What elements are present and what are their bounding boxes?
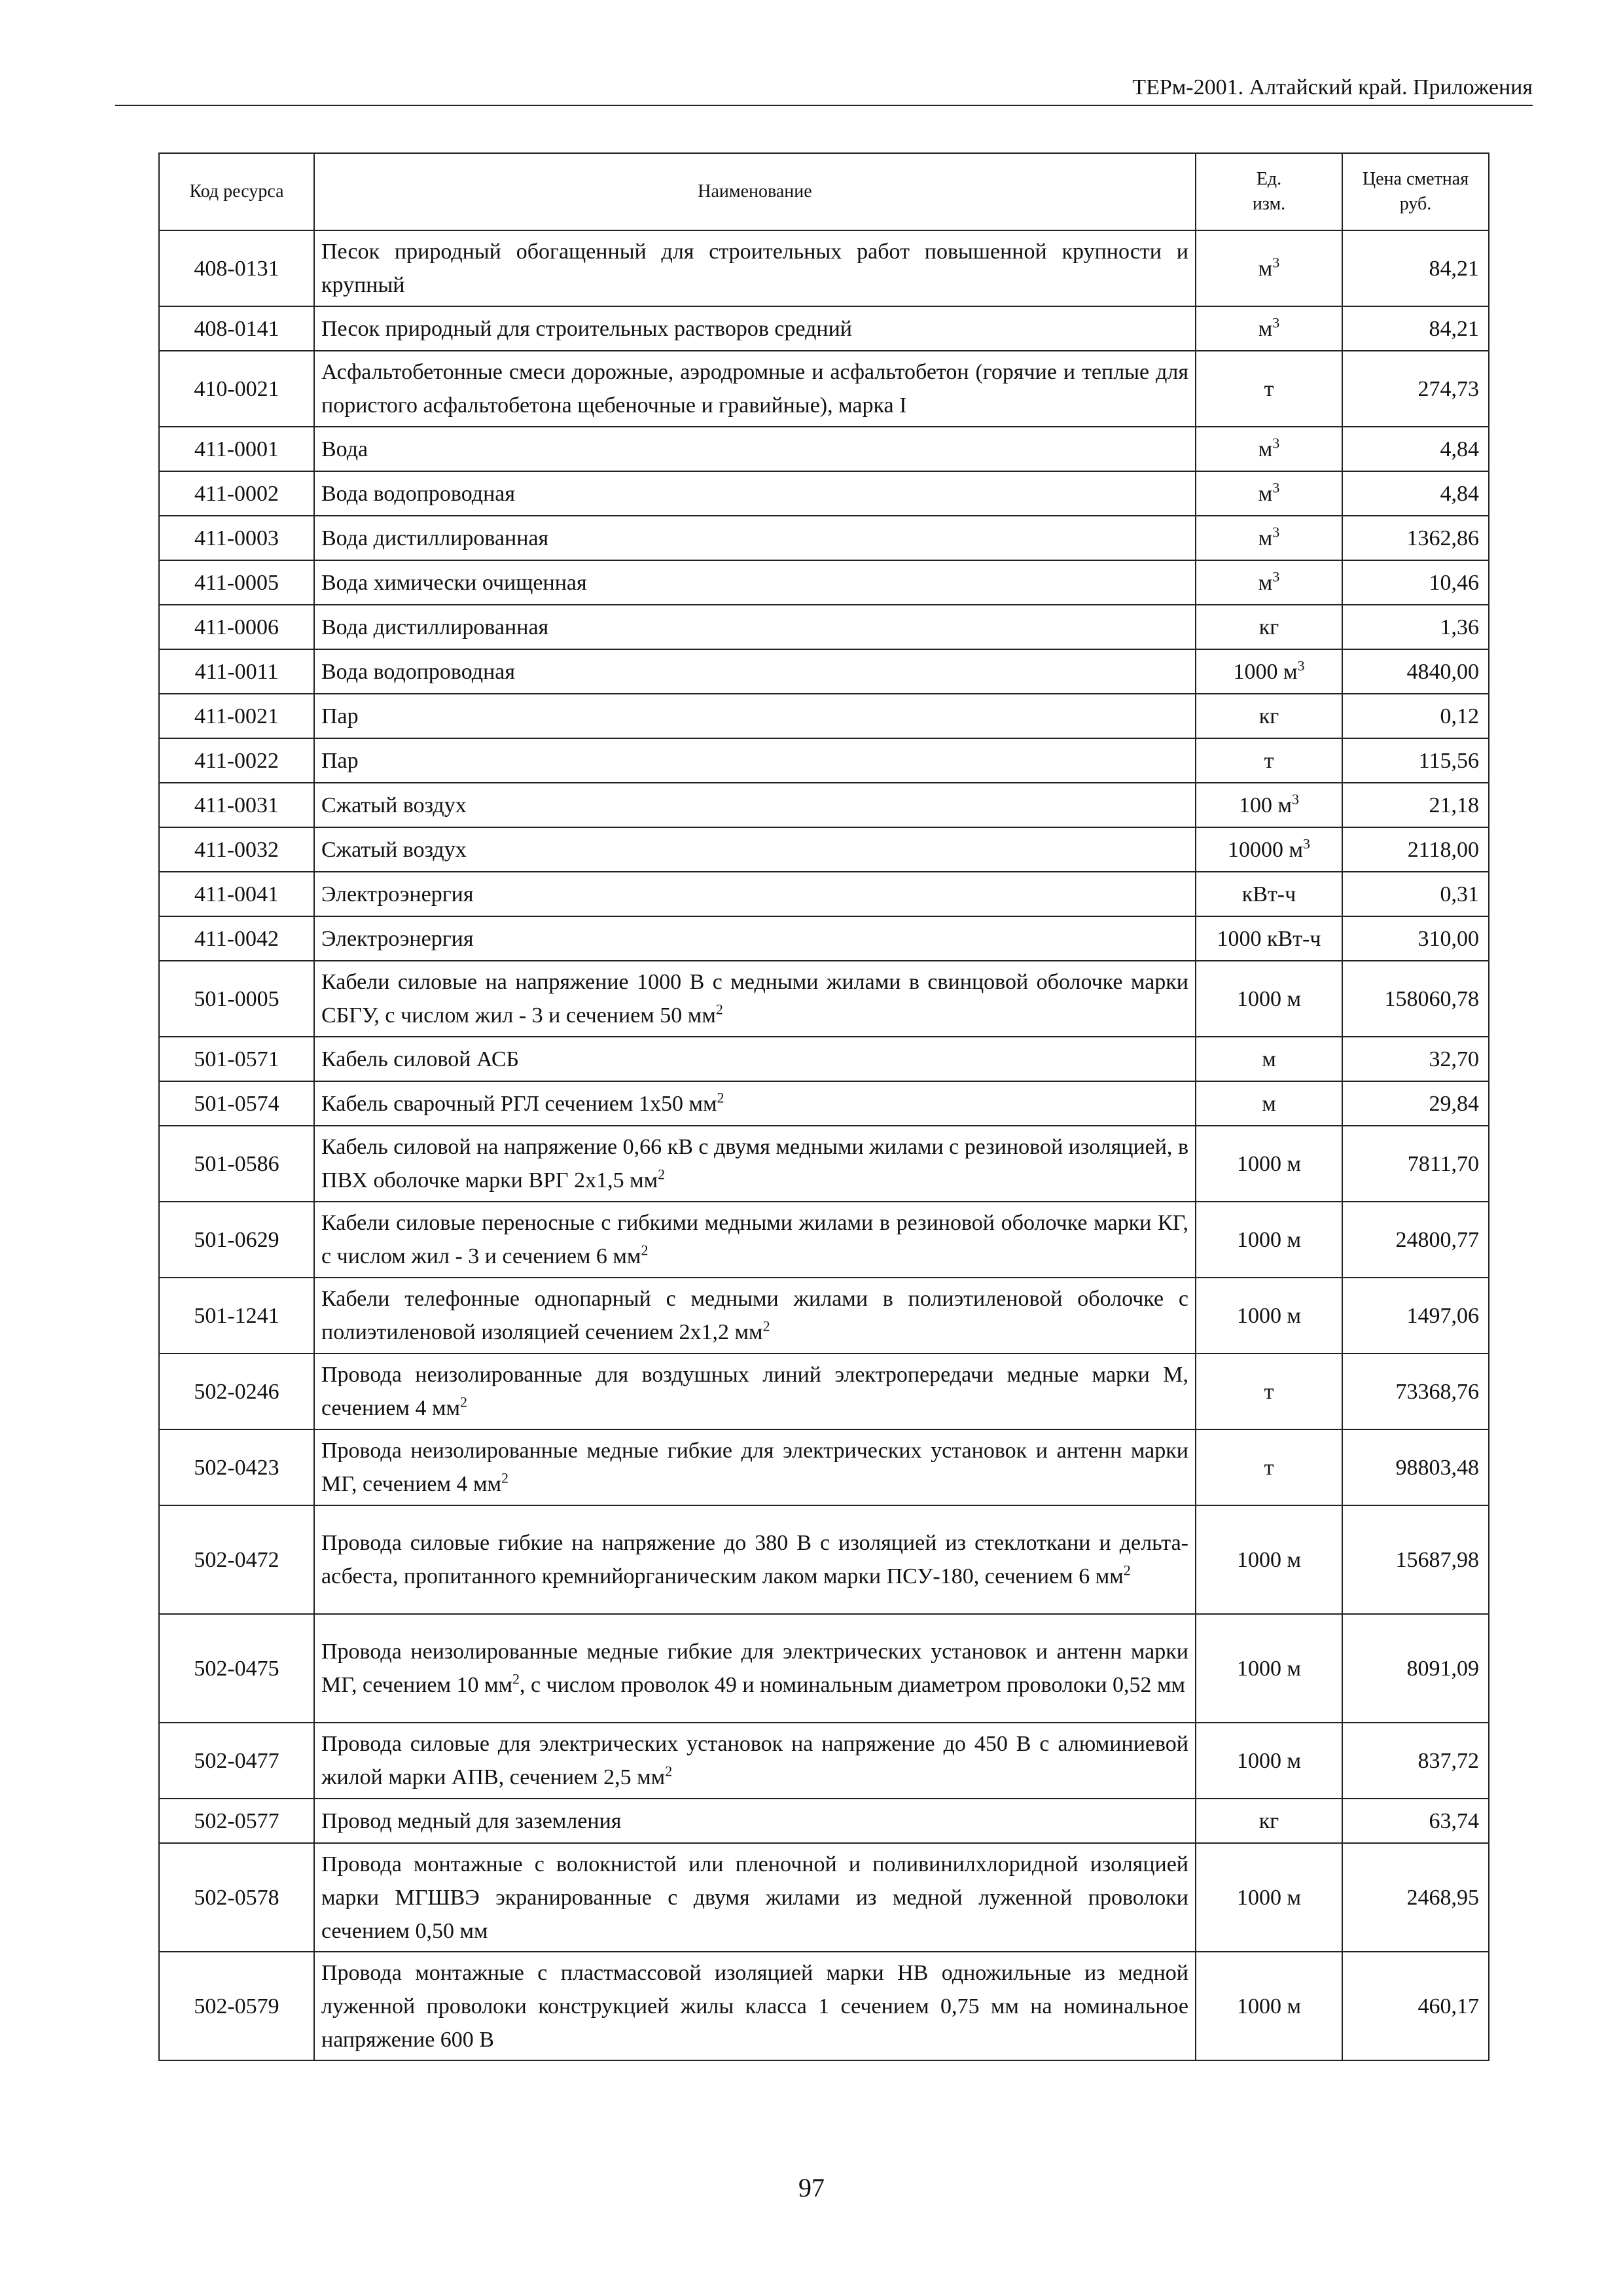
resource-name-text: Кабели силовые переносные с гибкими медными жилами в резиновой оболочке марки КГ, с числом жил - 3 и сечением 6 мм — [321, 1211, 1188, 1268]
resource-code-cell: 411-0041 — [159, 872, 314, 916]
resource-name-text: Песок природный для строительных растворов средний — [321, 316, 853, 341]
price-cell: 15687,98 — [1342, 1505, 1489, 1614]
table-row — [159, 471, 1489, 516]
unit-superscript: 3 — [1272, 479, 1280, 496]
unit-cell — [1196, 1505, 1342, 1614]
table-row — [159, 1429, 1489, 1505]
unit-text: кг — [1258, 1808, 1279, 1833]
unit-cell — [1196, 351, 1342, 427]
resource-code-cell: 411-0005 — [159, 560, 314, 605]
table-row — [159, 916, 1489, 961]
unit-cell — [1196, 1952, 1342, 2060]
unit-text: 1000 кВт-ч — [1217, 926, 1321, 951]
unit-cell — [1196, 1081, 1342, 1126]
resource-name-text: Вода — [321, 437, 368, 461]
unit-cell — [1196, 1354, 1342, 1429]
resource-code-cell: 411-0021 — [159, 694, 314, 738]
resource-name-superscript: 2 — [715, 1001, 723, 1018]
price-cell: 10,46 — [1342, 560, 1489, 605]
unit-text: 1000 м — [1236, 1885, 1301, 1910]
price-cell: 158060,78 — [1342, 961, 1489, 1037]
unit-text: т — [1264, 1379, 1274, 1404]
resource-name-text: Провода монтажные с волокнистой или пленочной и поливинилхлоридной изоляцией марки МГШВЭ экранированные с двумя жилами из медной луженной проволоки сечением 0,50 мм — [321, 1852, 1188, 1943]
price-cell: 8091,09 — [1342, 1614, 1489, 1723]
price-table-container — [158, 152, 1488, 2061]
price-cell: 837,72 — [1342, 1723, 1489, 1799]
unit-text: 1000 м — [1236, 1547, 1301, 1572]
resource-name-cell — [314, 1723, 1196, 1799]
table-row — [159, 1278, 1489, 1354]
price-cell: 274,73 — [1342, 351, 1489, 427]
resource-name-superscript: 2 — [1123, 1562, 1131, 1579]
price-cell: 24800,77 — [1342, 1202, 1489, 1278]
resource-code-cell: 502-0246 — [159, 1354, 314, 1429]
resource-name-text: Вода дистиллированная — [321, 615, 549, 639]
table-row — [159, 427, 1489, 471]
unit-cell — [1196, 560, 1342, 605]
table-row — [159, 738, 1489, 783]
resource-name-text: Песок природный обогащенный для строительных работ повышенной крупности и крупный — [321, 240, 1188, 297]
resource-name-text: Вода химически очищенная — [321, 570, 587, 595]
price-cell: 4840,00 — [1342, 649, 1489, 694]
resource-name-cell — [314, 605, 1196, 649]
unit-cell — [1196, 1126, 1342, 1202]
resource-code-cell: 501-0586 — [159, 1126, 314, 1202]
unit-text: т — [1264, 748, 1274, 773]
table-row — [159, 872, 1489, 916]
unit-superscript: 3 — [1272, 254, 1280, 271]
unit-text: 1000 м — [1236, 1303, 1301, 1328]
resource-name-cell — [314, 1081, 1196, 1126]
unit-cell — [1196, 1202, 1342, 1278]
resource-code-cell: 411-0006 — [159, 605, 314, 649]
unit-cell — [1196, 916, 1342, 961]
unit-cell — [1196, 738, 1342, 783]
resource-name-cell — [314, 1126, 1196, 1202]
unit-text: кг — [1258, 615, 1279, 639]
resource-name-cell — [314, 1202, 1196, 1278]
unit-cell — [1196, 427, 1342, 471]
unit-text: кг — [1258, 704, 1279, 728]
table-row — [159, 1952, 1489, 2060]
unit-text: 1000 м — [1233, 659, 1298, 684]
price-cell: 73368,76 — [1342, 1354, 1489, 1429]
price-cell: 2118,00 — [1342, 827, 1489, 872]
table-row — [159, 1799, 1489, 1843]
resource-name-cell — [314, 827, 1196, 872]
resource-name-cell — [314, 1037, 1196, 1081]
unit-cell — [1196, 471, 1342, 516]
resource-name-cell — [314, 872, 1196, 916]
resource-name-superscript: 2 — [665, 1763, 673, 1780]
resource-name-text: Провод медный для заземления — [321, 1808, 622, 1833]
resource-name-cell — [314, 1354, 1196, 1429]
resource-name-cell — [314, 783, 1196, 827]
resource-code-cell: 411-0011 — [159, 649, 314, 694]
resource-name-cell — [314, 471, 1196, 516]
resource-name-cell — [314, 1799, 1196, 1843]
resource-name-cell — [314, 1952, 1196, 2060]
resource-code-cell: 411-0031 — [159, 783, 314, 827]
unit-text: 1000 м — [1236, 986, 1301, 1011]
resource-name-superscript: 2 — [641, 1242, 649, 1259]
resource-name-text: Кабели телефонные однопарный с медными жилами в полиэтиленовой оболочке с полиэтиленовой изоляцией сечением 2х1,2 мм — [321, 1287, 1188, 1344]
table-row — [159, 1037, 1489, 1081]
document-title: ТЕРм-2001. Алтайский край. Приложения — [1132, 75, 1533, 99]
price-cell: 115,56 — [1342, 738, 1489, 783]
column-header-code: Код ресурса — [159, 153, 314, 230]
price-cell: 84,21 — [1342, 306, 1489, 351]
resource-name-text: Провода неизолированные медные гибкие для электрических установок и антенн марки МГ, сечением 4 мм — [321, 1439, 1188, 1496]
unit-cell — [1196, 1799, 1342, 1843]
resource-name-text: Вода дистиллированная — [321, 526, 549, 550]
resource-name-text: Кабель сварочный РГЛ сечением 1х50 мм — [321, 1091, 717, 1116]
price-cell: 84,21 — [1342, 230, 1489, 306]
resource-name-cell — [314, 1429, 1196, 1505]
resource-name-text: Провода неизолированные для воздушных линий электропередачи медные марки М, сечением 4 мм — [321, 1363, 1188, 1420]
resource-name-cell — [314, 306, 1196, 351]
price-cell: 0,12 — [1342, 694, 1489, 738]
unit-cell — [1196, 961, 1342, 1037]
unit-text: м — [1258, 481, 1273, 506]
resource-name-cell — [314, 427, 1196, 471]
resource-name-cell — [314, 649, 1196, 694]
price-table — [158, 152, 1489, 2061]
resource-name-text: Кабели силовые на напряжение 1000 В с медными жилами в свинцовой оболочке марки СБГУ, с числом жил - 3 и сечением 50 мм — [321, 970, 1188, 1028]
table-row — [159, 516, 1489, 560]
table-row — [159, 783, 1489, 827]
unit-superscript: 3 — [1292, 791, 1299, 808]
table-row — [159, 230, 1489, 306]
resource-code-cell: 411-0003 — [159, 516, 314, 560]
resource-name-cell — [314, 560, 1196, 605]
price-cell: 4,84 — [1342, 471, 1489, 516]
table-row — [159, 1354, 1489, 1429]
unit-text: м — [1262, 1091, 1276, 1116]
resource-code-cell: 501-0574 — [159, 1081, 314, 1126]
unit-text: м — [1262, 1047, 1276, 1071]
unit-superscript: 3 — [1303, 835, 1310, 852]
unit-text: 10000 м — [1227, 837, 1303, 862]
table-row — [159, 1505, 1489, 1614]
price-cell: 98803,48 — [1342, 1429, 1489, 1505]
unit-cell — [1196, 694, 1342, 738]
resource-name-cell — [314, 1843, 1196, 1952]
resource-code-cell: 411-0002 — [159, 471, 314, 516]
resource-name-cell — [314, 1505, 1196, 1614]
unit-text: 1000 м — [1236, 1227, 1301, 1252]
price-cell: 7811,70 — [1342, 1126, 1489, 1202]
resource-code-cell: 502-0578 — [159, 1843, 314, 1952]
unit-cell — [1196, 827, 1342, 872]
unit-cell — [1196, 1614, 1342, 1723]
unit-superscript: 3 — [1272, 524, 1280, 541]
table-row — [159, 306, 1489, 351]
resource-name-superscript: 2 — [762, 1318, 770, 1335]
table-row — [159, 1723, 1489, 1799]
resource-name-text: Провода силовые для электрических установок на напряжение до 450 В с алюминиевой жилой марки АПВ, сечением 2,5 мм — [321, 1732, 1188, 1789]
resource-code-cell: 502-0423 — [159, 1429, 314, 1505]
unit-text: 1000 м — [1236, 1656, 1301, 1681]
unit-cell — [1196, 230, 1342, 306]
table-row — [159, 1614, 1489, 1723]
price-cell: 1,36 — [1342, 605, 1489, 649]
resource-code-cell: 501-0005 — [159, 961, 314, 1037]
price-cell: 2468,95 — [1342, 1843, 1489, 1952]
resource-name-superscript: 2 — [717, 1089, 724, 1106]
table-row — [159, 1081, 1489, 1126]
unit-superscript: 3 — [1272, 314, 1280, 331]
resource-name-cell — [314, 961, 1196, 1037]
unit-text: 100 м — [1238, 793, 1292, 817]
table-row — [159, 694, 1489, 738]
resource-name-text: Сжатый воздух — [321, 837, 467, 862]
price-cell: 4,84 — [1342, 427, 1489, 471]
price-cell: 1497,06 — [1342, 1278, 1489, 1354]
resource-code-cell: 501-1241 — [159, 1278, 314, 1354]
unit-text: м — [1258, 256, 1273, 281]
resource-code-cell: 501-0571 — [159, 1037, 314, 1081]
resource-code-cell: 408-0141 — [159, 306, 314, 351]
resource-code-cell: 411-0022 — [159, 738, 314, 783]
resource-name-superscript: 2 — [512, 1670, 520, 1687]
column-header-name: Наименование — [314, 153, 1196, 230]
table-row — [159, 1843, 1489, 1952]
resource-name-text: Провода неизолированные медные гибкие для электрических установок и антенн марки МГ, сечением 10 мм — [321, 1640, 1188, 1697]
price-cell: 32,70 — [1342, 1037, 1489, 1081]
unit-text: т — [1264, 376, 1274, 401]
unit-text: 1000 м — [1236, 1748, 1301, 1773]
unit-text: т — [1264, 1455, 1274, 1480]
resource-name-cell — [314, 916, 1196, 961]
resource-name-cell — [314, 738, 1196, 783]
resource-code-cell: 501-0629 — [159, 1202, 314, 1278]
resource-name-cell — [314, 516, 1196, 560]
table-row — [159, 827, 1489, 872]
unit-cell — [1196, 649, 1342, 694]
resource-name-text: Провода силовые гибкие на напряжение до 380 В с изоляцией из стеклоткани и дельта-асбеста, пропитанного кремнийорганическим лаком марки ПСУ-180, сечением 6 мм — [321, 1531, 1188, 1588]
unit-cell — [1196, 1429, 1342, 1505]
resource-name-text: Вода водопроводная — [321, 659, 515, 684]
resource-code-cell: 408-0131 — [159, 230, 314, 306]
table-row — [159, 649, 1489, 694]
unit-cell — [1196, 1843, 1342, 1952]
resource-name-text: Провода монтажные с пластмассовой изоляцией марки НВ одножильные из медной луженной проволоки конструкцией жилы класса 1 сечением 0,75 мм на номинальное напряжение 600 В — [321, 1960, 1188, 2052]
column-header-price: Цена сметная руб. — [1342, 153, 1489, 230]
page-number: 97 — [798, 2173, 825, 2202]
price-cell: 63,74 — [1342, 1799, 1489, 1843]
resource-code-cell: 502-0579 — [159, 1952, 314, 2060]
unit-cell — [1196, 1278, 1342, 1354]
resource-code-cell: 410-0021 — [159, 351, 314, 427]
unit-text: 1000 м — [1236, 1994, 1301, 2018]
resource-name-tail: , с числом проволок 49 и номинальным диаметром проволоки 0,52 мм — [520, 1673, 1186, 1697]
resource-name-text: Кабель силовой на напряжение 0,66 кВ с двумя медными жилами с резиновой изоляцией, в ПВХ оболочке марки ВРГ 2х1,5 мм — [321, 1135, 1188, 1193]
resource-name-superscript: 2 — [459, 1393, 467, 1410]
resource-code-cell: 502-0472 — [159, 1505, 314, 1614]
resource-name-text: Электроэнергия — [321, 926, 474, 951]
resource-code-cell: 502-0475 — [159, 1614, 314, 1723]
resource-name-superscript: 2 — [658, 1166, 666, 1183]
table-row — [159, 351, 1489, 427]
unit-text: кВт-ч — [1241, 882, 1296, 906]
unit-cell — [1196, 1037, 1342, 1081]
unit-cell — [1196, 872, 1342, 916]
resource-name-cell — [314, 1278, 1196, 1354]
price-cell: 1362,86 — [1342, 516, 1489, 560]
unit-cell — [1196, 783, 1342, 827]
resource-name-cell — [314, 1614, 1196, 1723]
unit-cell — [1196, 516, 1342, 560]
unit-cell — [1196, 306, 1342, 351]
resource-name-text: Пар — [321, 748, 359, 773]
price-cell: 310,00 — [1342, 916, 1489, 961]
unit-superscript: 3 — [1272, 568, 1280, 585]
unit-text: 1000 м — [1236, 1151, 1301, 1176]
resource-code-cell: 502-0477 — [159, 1723, 314, 1799]
resource-name-text: Пар — [321, 704, 359, 728]
resource-code-cell: 502-0577 — [159, 1799, 314, 1843]
unit-text: м — [1258, 316, 1273, 341]
resource-name-text: Вода водопроводная — [321, 481, 515, 506]
table-body — [159, 230, 1489, 2060]
resource-name-text: Асфальтобетонные смеси дорожные, аэродромные и асфальтобетон (горячие и теплые для пористого асфальтобетона щебеночные и гравийные), марка I — [321, 360, 1188, 418]
resource-code-cell: 411-0032 — [159, 827, 314, 872]
unit-cell — [1196, 1723, 1342, 1799]
price-cell: 29,84 — [1342, 1081, 1489, 1126]
table-row — [159, 605, 1489, 649]
resource-name-text: Сжатый воздух — [321, 793, 467, 817]
unit-text: м — [1258, 526, 1273, 550]
unit-text: м — [1258, 437, 1273, 461]
column-header-unit: Ед. изм. — [1196, 153, 1342, 230]
table-header-row — [159, 153, 1489, 230]
unit-superscript: 3 — [1272, 435, 1280, 452]
resource-name-text: Электроэнергия — [321, 882, 474, 906]
resource-name-cell — [314, 694, 1196, 738]
table-row — [159, 1126, 1489, 1202]
resource-name-cell — [314, 230, 1196, 306]
resource-name-cell — [314, 351, 1196, 427]
unit-superscript: 3 — [1297, 657, 1305, 674]
price-cell: 21,18 — [1342, 783, 1489, 827]
table-row — [159, 1202, 1489, 1278]
resource-name-text: Кабель силовой АСБ — [321, 1047, 520, 1071]
table-row — [159, 560, 1489, 605]
resource-code-cell: 411-0001 — [159, 427, 314, 471]
resource-code-cell: 411-0042 — [159, 916, 314, 961]
unit-text: м — [1258, 570, 1273, 595]
price-cell: 460,17 — [1342, 1952, 1489, 2060]
unit-cell — [1196, 605, 1342, 649]
resource-name-superscript: 2 — [501, 1469, 509, 1486]
table-row — [159, 961, 1489, 1037]
price-cell: 0,31 — [1342, 872, 1489, 916]
running-header — [115, 73, 1533, 106]
